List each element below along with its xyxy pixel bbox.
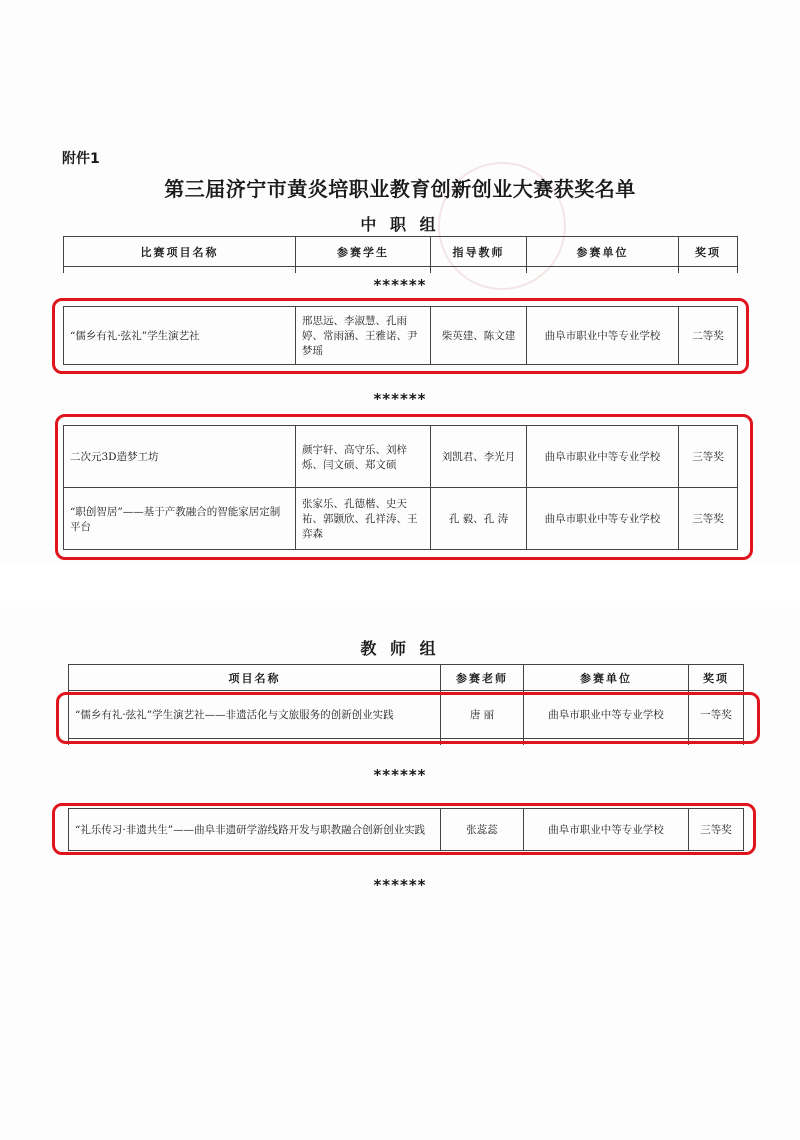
secondary-table-block-2 [63, 425, 738, 550]
teacher-table-block-2 [68, 808, 744, 851]
award-cell: 三等奖 [689, 809, 744, 851]
table-row [69, 809, 744, 851]
unit-cell: 曲阜市职业中等专业学校 [524, 691, 689, 739]
attachment-label: 附件1 [62, 151, 100, 167]
secondary-table-block-1 [63, 306, 738, 365]
students-cell: 张家乐、孔德楷、史天祐、郭颢欣、孔祥涛、王弈森 [296, 488, 431, 550]
teachers-cell: 柴英建、陈文建 [431, 307, 527, 365]
award-cell: 三等奖 [679, 426, 738, 488]
award-cell: 二等奖 [679, 307, 738, 365]
award-cell: 一等奖 [689, 691, 744, 739]
award-cell: 三等奖 [679, 488, 738, 550]
col-students: 参赛学生 [296, 237, 431, 267]
page-title: 第三届济宁市黄炎培职业教育创新创业大赛获奖名单 [164, 177, 636, 201]
separator-stars: ****** [373, 876, 427, 894]
teachers-cell: 孔 毅、孔 涛 [431, 488, 527, 550]
unit-cell: 曲阜市职业中等专业学校 [527, 307, 679, 365]
separator-stars: ****** [373, 276, 427, 294]
col-award: 奖项 [689, 665, 744, 691]
project-cell: 二次元3D造梦工坊 [64, 426, 296, 488]
col-unit: 参赛单位 [527, 237, 679, 267]
col-instructors: 指导教师 [431, 237, 527, 267]
separator-stars: ****** [373, 390, 427, 408]
separator-stars: ****** [373, 766, 427, 784]
students-cell: 邢思远、李淑慧、孔雨婷、常雨涵、王雅诺、尹梦瑶 [296, 307, 431, 365]
col-project-name: 比赛项目名称 [64, 237, 296, 267]
students-cell: 颜宇轩、高守乐、刘梓烁、闫文硕、郑文硕 [296, 426, 431, 488]
project-cell: “礼乐传习·非遗共生”——曲阜非遗研学游线路开发与职教融合创新创业实践 [69, 809, 441, 851]
teacher-cell: 张蕊蕊 [441, 809, 524, 851]
unit-cell: 曲阜市职业中等专业学校 [527, 488, 679, 550]
table-row [64, 307, 738, 365]
table-row [64, 488, 738, 550]
table-row [64, 426, 738, 488]
col-unit: 参赛单位 [524, 665, 689, 691]
highlight-box [56, 692, 760, 744]
project-cell: “儒乡有礼·弦礼”学生演艺社——非遗活化与文旅服务的创新创业实践 [69, 691, 441, 739]
project-cell: “职创智居”——基于产教融合的智能家居定制平台 [64, 488, 296, 550]
secondary-header-table [63, 236, 738, 273]
project-cell: “儒乡有礼·弦礼”学生演艺社 [64, 307, 296, 365]
teachers-cell: 刘凯君、李光月 [431, 426, 527, 488]
col-teacher: 参赛老师 [441, 665, 524, 691]
teacher-cell: 唐 丽 [441, 691, 524, 739]
secondary-group-heading: 中 职 组 [360, 215, 440, 234]
scan-page-gap [0, 565, 800, 607]
unit-cell: 曲阜市职业中等专业学校 [524, 809, 689, 851]
teacher-group-heading: 教 师 组 [360, 639, 440, 658]
col-award: 奖项 [679, 237, 738, 267]
unit-cell: 曲阜市职业中等专业学校 [527, 426, 679, 488]
col-project-name: 项目名称 [69, 665, 441, 691]
